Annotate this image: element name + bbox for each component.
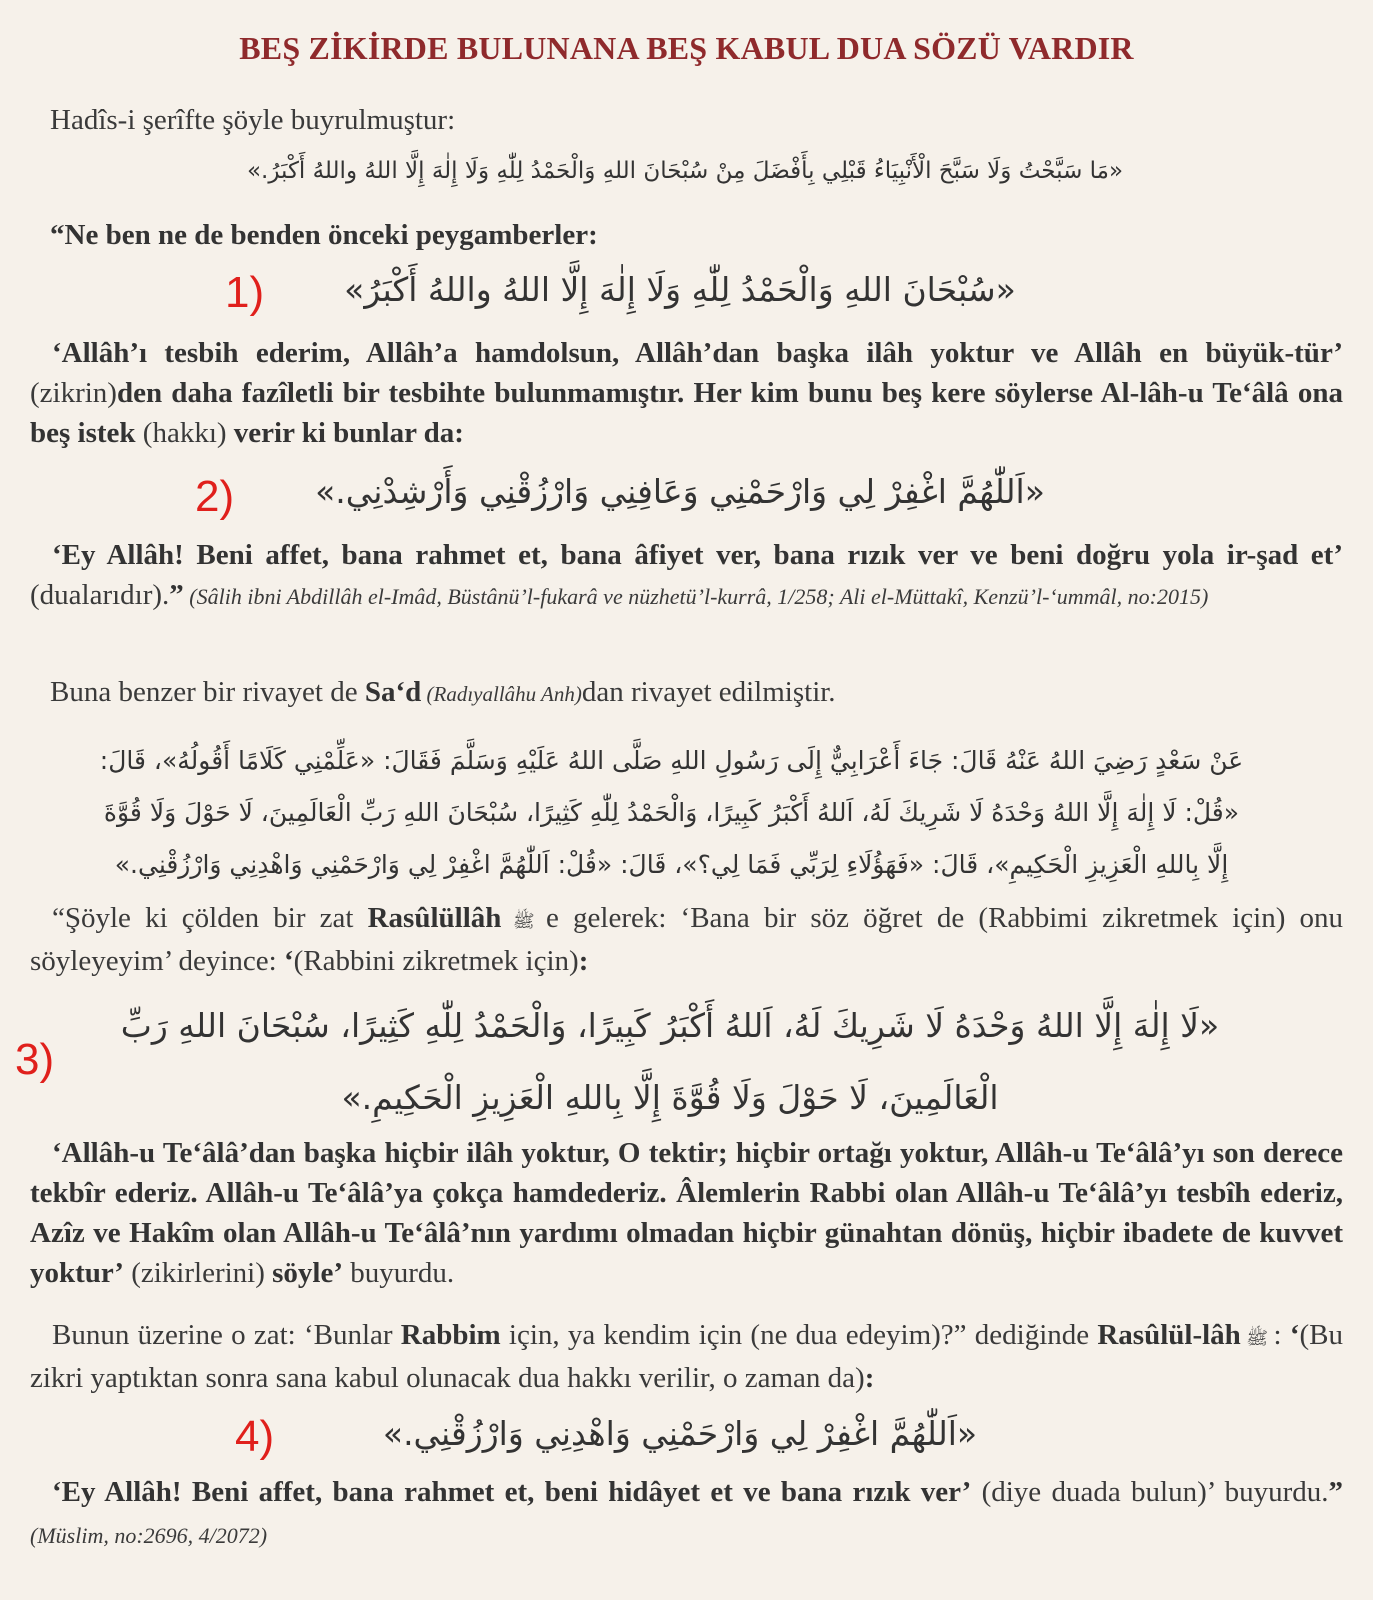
page-title: BEŞ ZİKİRDE BULUNANA BEŞ KABUL DUA SÖZÜ VARDIR: [239, 30, 1134, 66]
arabic-hadith-intro: «مَا سَبَّحْتُ وَلَا سَبَّحَ الْأَنْبِيَاءُ قَبْلِي بِأَفْضَلَ مِنْ سُبْحَانَ اللهِ وَالْحَمْدُ لِلّٰهِ وَلَا إِلٰهَ إِلَّا اللهُ واللهُ أَكْبَرُ.»: [246, 158, 1124, 184]
arabic-zikr-3-line-2: الْعَالَمِينَ، لَا حَوْلَ وَلَا قُوَّةَ إِلَّا بِاللهِ الْعَزِيزِ الْحَكِيمِ.»: [341, 1078, 999, 1117]
p4-normal-2: e gelerek: ‘Bana bir söz öğret de (Rabbimi zikretmek için) onu söyleyeyim’ deyince:: [30, 902, 1344, 977]
paragraph-6: [30, 1315, 1343, 1398]
p1-bold-1: ‘Allâh’ı tesbih ederim, Allâh’a hamdolsun, Allâh’dan başka ilâh yoktur ve Allâh en büyük-tür’: [52, 337, 1343, 369]
p3-italic: (Radıyallâhu Anh): [421, 682, 582, 706]
p2-normal-1: (dualarıdır).: [30, 579, 170, 611]
p6-normal-2: için, ya kendim için (ne dua edeyim)?” dediğinde: [500, 1319, 1098, 1351]
paragraph-2: [30, 535, 1343, 617]
paragraph-3: [50, 672, 1343, 714]
marker-1: 1): [225, 268, 265, 317]
p1-normal-1: (zikrin): [30, 377, 117, 409]
arabic-zikr-3: [80, 990, 1260, 1134]
arabic-zikr-3-line-1: «لَا إِلٰهَ إِلَّا اللهُ وَحْدَهُ لَا شَرِيكَ لَهُ، اَللهُ أَكْبَرُ كَبِيرًا، وَالْحَمْدُ لِلّٰهِ كَثِيرًا، سُبْحَانَ اللهِ رَبِّ: [120, 1006, 1220, 1045]
paragraph-1: [30, 333, 1343, 453]
p6-normal-1: Bunun üzerine o zat: ‘Bunlar: [52, 1319, 401, 1351]
p6-bold-3: ‘: [1289, 1319, 1300, 1351]
p1-normal-2: (hakkı): [135, 417, 234, 449]
paragraph-5: [30, 1133, 1343, 1293]
marker-2: 2): [195, 472, 235, 521]
arabic-sad-line-1: عَنْ سَعْدٍ رَضِيَ اللهُ عَنْهُ قَالَ: جَاءَ أَعْرَابِيٌّ إِلَى رَسُولِ اللهِ صَلَّى اللهُ عَلَيْهِ وَسَلَّمَ فَقَالَ: «عَلِّمْنِي كَلَامًا أَقُولُهُ»، قَالَ:: [99, 746, 1244, 775]
p7-bold-2: ”: [1328, 1476, 1343, 1508]
salawat-icon-2: ﷺ: [1240, 1328, 1274, 1348]
p2-reference: (Sâlih ibni Abdillâh el-Imâd, Büstânü’l-fukarâ ve nüzhetü’l-kurrâ, 1/258; Ali el-Müttakî, Kenzü’l-‘ummâl, no:2015): [183, 584, 1209, 609]
intro-text: Hadîs-i şerîfte şöyle buyrulmuştur:: [50, 104, 456, 136]
p4-bold-3: :: [578, 945, 589, 977]
marker-4: 4): [235, 1412, 275, 1461]
p6-bold-1: Rabbim: [400, 1319, 501, 1351]
marker-3: 3): [15, 1035, 55, 1084]
p6-bold-4: :: [864, 1362, 875, 1394]
p4-normal-1: “Şöyle ki çölden bir zat: [52, 902, 368, 934]
p6-normal-4: (Bu zikri yaptıktan sonra sana kabul olunacak dua hakkı verilir, o zaman da): [30, 1319, 1343, 1394]
p7-normal-1: (diye duada bulun)’ buyurdu.: [971, 1476, 1329, 1508]
arabic-sad-line-3: إِلَّا بِاللهِ الْعَزِيزِ الْحَكِيمِ»، قَالَ: «فَهَؤُلَاءِ لِرَبِّي فَمَا لِي؟»، قَالَ: «قُلْ: اَللّٰهُمَّ اغْفِرْ لِي وَارْحَمْنِي وَاهْدِنِي وَارْزُقْنِي.»: [114, 850, 1229, 879]
p4-bold-1: Rasûlüllâh: [367, 902, 502, 934]
salawat-icon: ﷺ: [501, 911, 546, 931]
arabic-sad-line-2: «قُلْ: لَا إِلٰهَ إِلَّا اللهُ وَحْدَهُ لَا شَرِيكَ لَهُ، اَللهُ أَكْبَرُ كَبِيرًا، وَالْحَمْدُ لِلّٰهِ كَثِيرًا، سُبْحَانَ اللهِ رَبِّ الْعَالَمِينَ، لَا حَوْلَ وَلَا قُوَّةَ: [103, 798, 1240, 827]
p4-bold-2: ‘: [283, 945, 294, 977]
arabic-zikr-2: «اَللّٰهُمَّ اغْفِرْ لِي وَارْحَمْنِي وَعَافِنِي وَارْزُقْنِي وَأَرْشِدْنِي.»: [315, 472, 1045, 511]
p5-bold-2: söyle’: [272, 1257, 344, 1289]
p2-bold-1: ‘Ey Allâh! Beni affet, bana rahmet et, bana âfiyet ver, bana rızık ver ve beni doğru yola ir-şad et’: [52, 539, 1343, 571]
p1-bold-2: den daha fazîletli bir tesbihte bulunmamıştır. Her kim bunu beş kere söylerse Al-lâh-u Te‘âlâ ona beş istek: [30, 377, 1343, 449]
p3-bold-1: Sa‘d: [364, 676, 422, 708]
p3-normal-2: dan rivayet edilmiştir.: [581, 676, 836, 708]
p5-normal-1: (zikirlerini): [123, 1257, 273, 1289]
p6-bold-2: Rasûlül-lâh: [1097, 1319, 1241, 1351]
arabic-zikr-4: «اَللّٰهُمَّ اغْفِرْ لِي وَارْحَمْنِي وَاهْدِنِي وَارْزُقْنِي.»: [382, 1414, 978, 1453]
paragraph-7: [30, 1472, 1343, 1556]
p7-bold-1: ‘Ey Allâh! Beni affet, bana rahmet et, beni hidâyet et ve bana rızık ver’: [52, 1476, 972, 1508]
arabic-zikr-1: «سُبْحَانَ اللهِ وَالْحَمْدُ لِلّٰهِ وَلَا إِلٰهَ إِلَّا اللهُ واللهُ أَكْبَرُ»: [344, 270, 1016, 309]
p5-normal-2: buyurdu.: [343, 1257, 455, 1289]
p2-bold-2: ”: [169, 579, 184, 611]
quote-open: “Ne ben ne de benden önceki peygamberler:: [50, 219, 598, 251]
p6-normal-3: :: [1273, 1319, 1290, 1351]
arabic-sad-narration: [30, 735, 1313, 891]
p5-bold-1: ‘Allâh-u Te‘âlâ’dan başka hiçbir ilâh yoktur, O tektir; hiçbir ortağı yoktur, Allâh-u Te‘âlâ’yı son derece tekbîr ederiz. Allâh-u Te‘âlâ’ya çokça hamdederiz. Âlemlerin Rabbi olan Allâh-u Te‘âlâ’yı tesbîh ederiz, Azîz ve Hakîm olan Allâh-u Te‘âlâ’nın yardımı olmadan hiçbir günahtan dönüş, hiçbir ibadete de kuvvet yoktur’: [30, 1137, 1343, 1289]
p4-normal-3: (Rabbini zikretmek için): [293, 945, 579, 977]
p7-reference: (Müslim, no:2696, 4/2072): [30, 1523, 268, 1548]
p1-bold-3: verir ki bunlar da:: [233, 417, 464, 449]
paragraph-4: [30, 898, 1343, 981]
p3-normal-1: Buna benzer bir rivayet de: [50, 676, 365, 708]
